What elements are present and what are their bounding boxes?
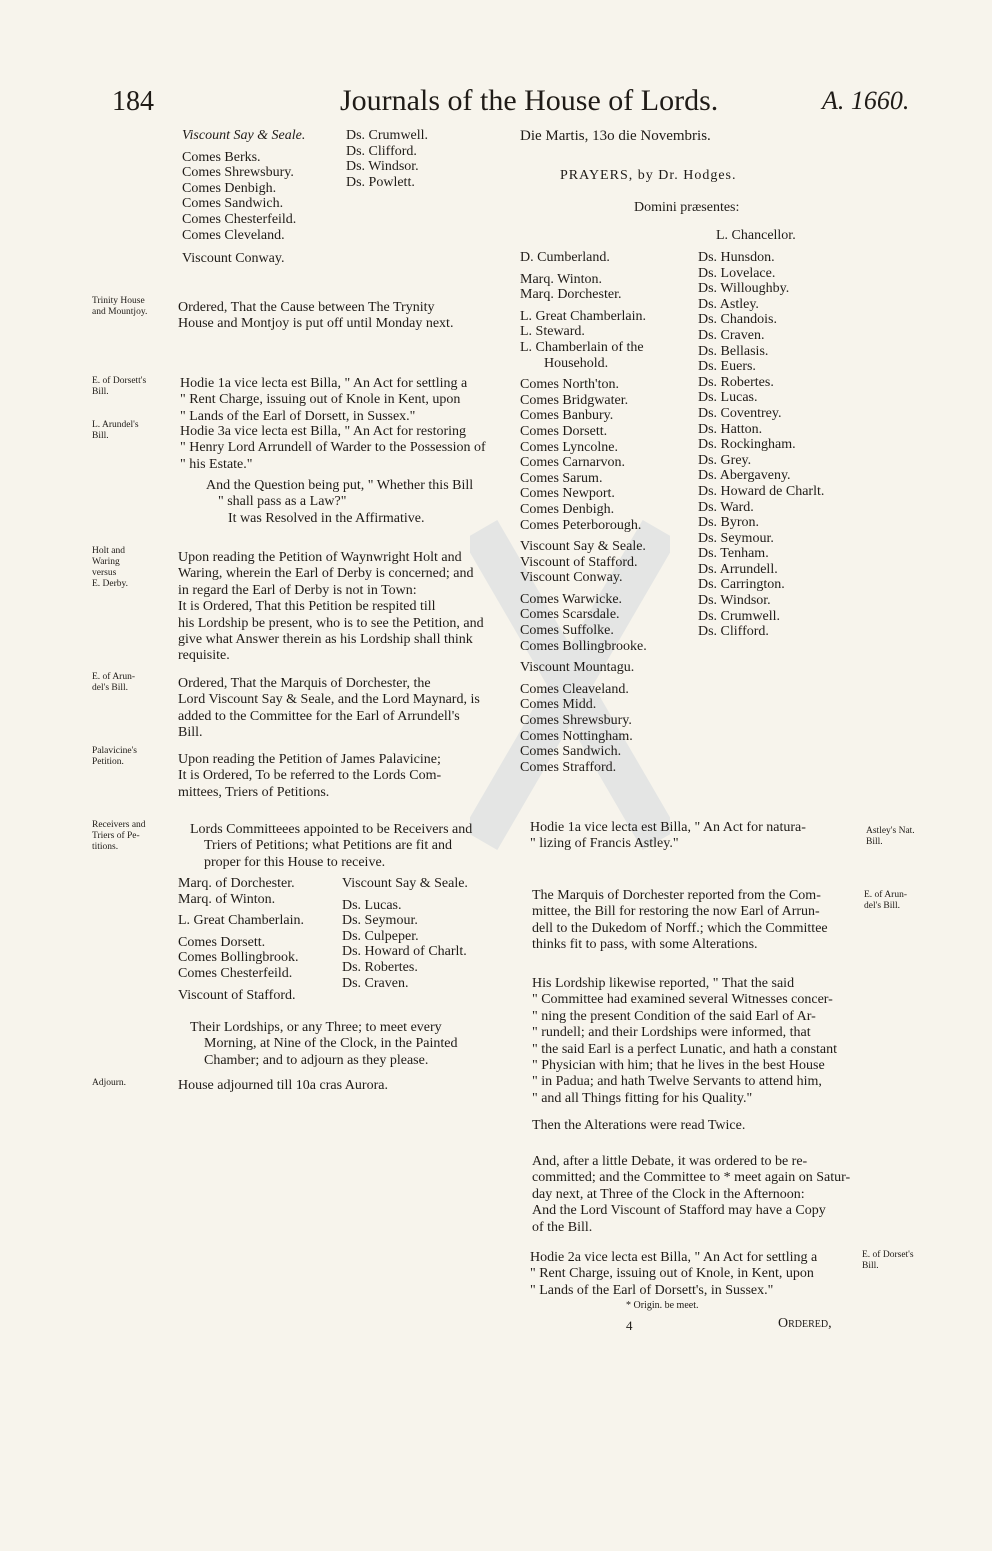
margin-note: Holt and Waring versus E. Derby. [92, 546, 129, 589]
page-number: 184 [112, 86, 154, 117]
margin-note: Adjourn. [92, 1078, 127, 1088]
signature-mark: 4 [626, 1318, 633, 1333]
entry-palavicine-petition: Upon reading the Petition of James Palavicine; It is Ordered, To be referred to the Lords Com- mittees, Triers of Petitions. [178, 752, 442, 800]
margin-note: Palavicine's Petition. [92, 746, 137, 767]
entry-arundel-question: And the Question being put, " Whether this Bill " shall pass as a Law?" It was Resolved in the Affirmative. [206, 478, 474, 526]
list-item: Comes Cleveland. [182, 227, 285, 243]
list-item: Ds. Powlett. [346, 174, 415, 190]
entry-trinity: Ordered, That the Cause between The Trynity House and Montjoy is put off until Monday next. [178, 300, 454, 332]
prayers-line: PRAYERS, by Dr. Hodges. [560, 168, 737, 183]
entry-astley-bill: Hodie 1a vice lecta est Billa, " An Act for natura- " lizing of Francis Astley." [530, 820, 806, 852]
left-attendance-list-2 [346, 128, 428, 190]
entry-arundel-witnesses: His Lordship likewise reported, " That the said " Committee had examined several Witnesses concer- " ning the present Condition of the said Earl of Ar- " rundell; and their Lordships were informed, that " the said Earl is a perfect Lunatic, and hath a constant " Physician with him; that he lives in the best House " in Padua; and hath Twelve Servants to attend him, " and all Things fitting for his Quality." [532, 976, 838, 1106]
entry-receivers: Lords Committeees appointed to be Receivers and Triers of Petitions; what Petitions are fit and proper for this House to receive. [190, 822, 473, 870]
list-item: Ds. Clifford. [346, 143, 417, 159]
list-item: Comes Chesterfeild. [182, 211, 297, 227]
receivers-list-2: Viscount Say & Seale. Ds. Lucas. Ds. Seymour. Ds. Culpeper. Ds. Howard of Charlt. Ds. Robertes. Ds. Craven. [342, 876, 468, 991]
entry-dorsett-bill: Hodie 1a vice lecta est Billa, " An Act for settling a " Rent Charge, issuing out of Knole in Kent, upon " Lands of the Earl of Dorsett, in Sussex." [180, 376, 468, 424]
margin-note: Astley's Nat. Bill. [866, 826, 915, 847]
entry-read-twice: Then the Alterations were read Twice. [532, 1118, 746, 1133]
margin-note: L. Arundel's Bill. [92, 420, 139, 441]
list-item: Ds. Windsor. [346, 159, 419, 175]
right-attendance-list-2: Ds. Hunsdon. Ds. Lovelace. Ds. Willoughby. Ds. Astley. Ds. Chandois. Ds. Craven. Ds. Bellasis. Ds. Euers. Ds. Robertes. Ds. Lucas. Ds. Coventrey. Ds. Hatton. Ds. Rockingham. Ds. Grey. Ds. Abergaveny. Ds. Howard de Charlt. Ds. Ward. Ds. Byron. Ds. Seymour. Ds. Tenham. Ds. Arrundell. Ds. Carrington. Ds. Windsor. Ds. Crumwell. Ds. Clifford. [698, 250, 825, 640]
margin-note: Receivers and Triers of Pe- titions. [92, 820, 146, 852]
margin-note: Trinity House and Mountjoy. [92, 296, 148, 317]
catchword: Ordered, [778, 1316, 832, 1331]
list-item: Viscount Conway. [182, 251, 285, 267]
entry-adjourn: House adjourned till 10a cras Aurora. [178, 1078, 388, 1093]
margin-note: E. of Arun- del's Bill. [92, 672, 136, 693]
entry-arundel-report: The Marquis of Dorchester reported from the Com- mittee, the Bill for restoring the now Earl of Arrun- dell to the Dukedom of Norff.; which the Committee thinks fit to pass, with some Alterations. [532, 888, 828, 953]
list-item: Comes Shrewsbury. [182, 165, 294, 181]
chancellor-line: L. Chancellor. [716, 228, 796, 243]
list-item: Comes Berks. [182, 149, 261, 165]
list-item: Comes Sandwich. [182, 196, 284, 212]
entry-arundel-bill: Hodie 3a vice lecta est Billa, " An Act for restoring " Henry Lord Arrundell of Warder to the Possession of " his Estate." [180, 424, 486, 472]
footnote: * Origin. be meet. [626, 1300, 699, 1311]
margin-note: E. of Dorset's Bill. [862, 1250, 914, 1271]
list-item: Ds. Crumwell. [346, 128, 429, 143]
entry-holt-petition: Upon reading the Petition of Waynwright Holt and Waring, wherein the Earl of Derby is concerned; and in regard the Earl of Derby is not in Town: It is Ordered, That this Petition be respited till his Lordship be present, who is to see the Petition, and give what Answer therein as his Lordship shall think requisite. [178, 550, 484, 664]
page-title: Journals of the House of Lords. [340, 84, 719, 117]
left-attendance-list [182, 128, 305, 267]
right-attendance-list-1: D. Cumberland. Marq. Winton. Marq. Dorchester. L. Great Chamberlain. L. Steward. L. Chamberlain of the Household. Comes North'ton. Comes Bridgwater. Comes Banbury. Comes Dorsett. Comes Lyncolne. Comes Carnarvon. Comes Sarum. Comes Newport. Comes Denbigh. Comes Peterborough. Viscount Say & Seale. Viscount of Stafford. Viscount Conway. Comes Warwicke. Comes Scarsdale. Comes Suffolke. Comes Bollingbrooke. Viscount Mountagu. Comes Cleaveland. Comes Midd. Comes Shrewsbury. Comes Nottingham. Comes Sandwich. Comes Strafford. [520, 250, 647, 775]
receivers-list-1: Marq. of Dorchester. Marq. of Winton. L. Great Chamberlain. Comes Dorsett. Comes Bollingbrook. Comes Chesterfeild. Viscount of Stafford. [178, 876, 304, 1003]
receivers-closing: Their Lordships, or any Three; to meet every Morning, at Nine of the Clock, in the Painted Chamber; and to adjourn as they please. [190, 1020, 458, 1068]
present-line: Domini præsentes: [634, 200, 740, 215]
margin-note: E. of Dorsett's Bill. [92, 376, 147, 397]
list-item: Viscount Say & Seale. [182, 128, 306, 143]
page-year: A. 1660. [822, 86, 910, 115]
list-item: Comes Denbigh. [182, 180, 277, 196]
entry-debate: And, after a little Debate, it was ordered to be re- committed; and the Committee to * meet again on Satur- day next, at Three of the Clock in the Afternoon: And the Lord Viscount of Stafford may have a Copy of the Bill. [532, 1154, 851, 1235]
margin-note: E. of Arun- del's Bill. [864, 890, 908, 911]
entry-dorsett-second: Hodie 2a vice lecta est Billa, " An Act for settling a " Rent Charge, issuing out of Knole, in Kent, upon " Lands of the Earl of Dorsett's, in Sussex." [530, 1250, 818, 1298]
entry-arundel-committee: Ordered, That the Marquis of Dorchester, the Lord Viscount Say & Seale, and the Lord Maynard, is added to the Committee for the Earl of Arrundell's Bill. [178, 676, 480, 741]
date-line: Die Martis, 13o die Novembris. [520, 128, 711, 144]
